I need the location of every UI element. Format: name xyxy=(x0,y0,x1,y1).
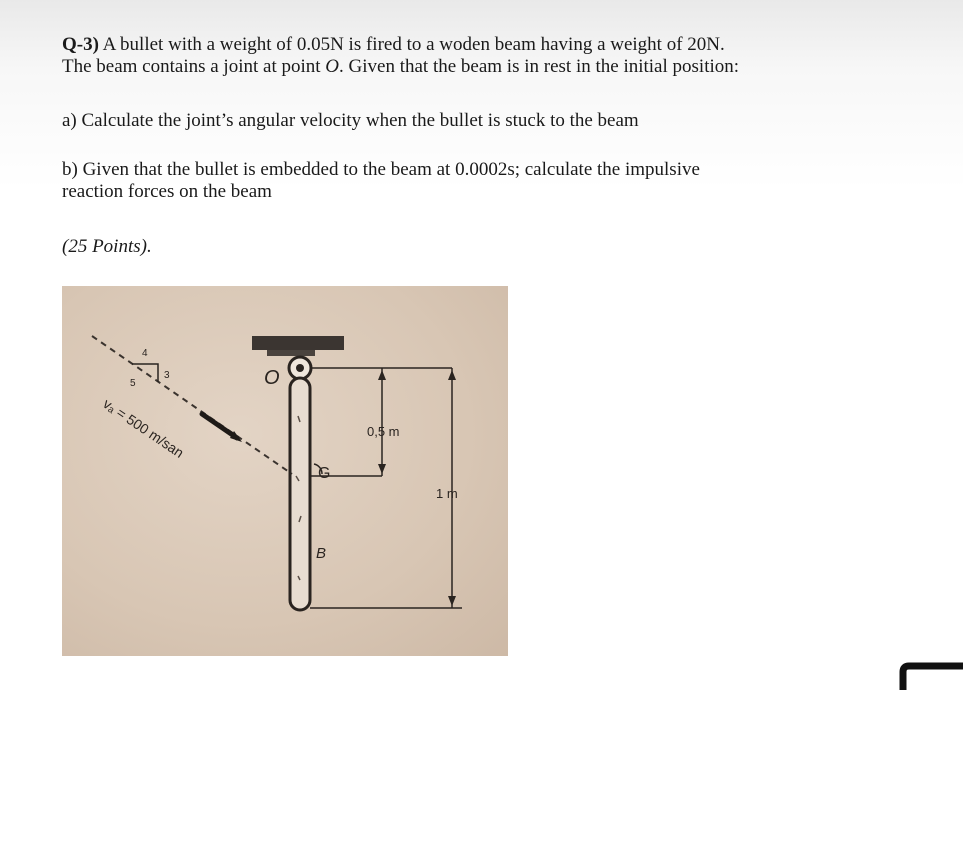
slope-triangle xyxy=(132,364,158,382)
slope-rise-label: 3 xyxy=(164,370,170,381)
page-corner-bracket xyxy=(899,660,963,690)
label-g: G xyxy=(318,465,331,482)
question-points: (25 Points). xyxy=(62,236,152,257)
beam-diagram xyxy=(62,286,508,656)
question-part-b-line1: b) Given that the bullet is embedded to the beam at 0.0002s; calculate the impulsive xyxy=(62,159,700,180)
bullet xyxy=(202,414,237,438)
pivot-bracket xyxy=(267,350,315,356)
question-part-a: a) Calculate the joint’s angular velocity when the bullet is stuck to the beam xyxy=(62,110,639,131)
question-intro-line2-a: The beam contains a joint at point xyxy=(62,56,326,77)
dim-full-arrow-bottom xyxy=(448,596,456,606)
question-intro-point: O xyxy=(325,56,340,77)
label-o: O xyxy=(264,367,280,389)
dim-half-label: 0,5 m xyxy=(367,424,400,439)
dim-full-arrow-top xyxy=(448,370,456,380)
ceiling-support xyxy=(252,336,344,350)
velocity-label: vₐ = 500 m/san xyxy=(100,395,187,461)
question-part-b xyxy=(62,159,882,203)
beam-figure xyxy=(62,286,508,656)
dim-half-arrow-bottom xyxy=(378,464,386,474)
question-intro xyxy=(62,34,882,78)
question-part-b-line2: reaction forces on the beam xyxy=(62,181,272,202)
question-number: Q-3) xyxy=(62,34,99,55)
slope-run-label: 4 xyxy=(142,348,148,359)
question-intro-line2-b: . Given that the beam is in rest in the initial position: xyxy=(339,56,740,77)
dim-half-arrow-top xyxy=(378,370,386,380)
pivot-pin-center xyxy=(296,364,304,372)
slope-hyp-label: 5 xyxy=(130,378,136,389)
dim-full-label: 1 m xyxy=(436,486,458,501)
wooden-beam xyxy=(290,378,310,610)
label-b: B xyxy=(316,545,327,562)
question-intro-line1: A bullet with a weight of 0.05N is fired to a woden beam having a weight of 20N. xyxy=(98,34,725,55)
